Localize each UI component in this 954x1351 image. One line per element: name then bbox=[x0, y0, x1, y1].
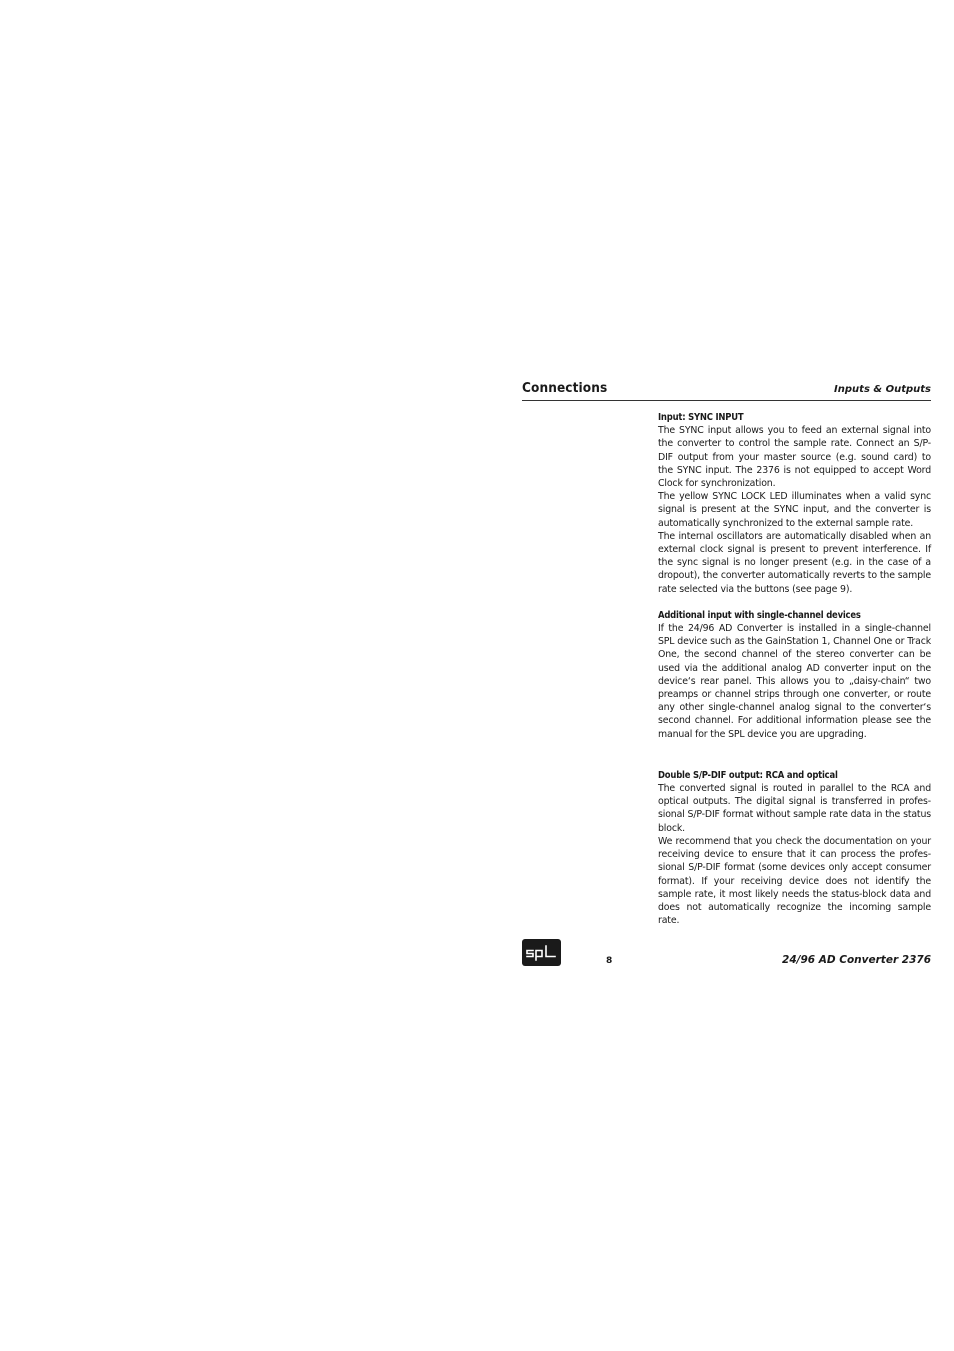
section-additional-input bbox=[658, 609, 931, 741]
product-name: 24/96 AD Converter 2376 bbox=[782, 954, 931, 966]
page-footer bbox=[522, 939, 931, 967]
paragraph: The yellow SYNC LOCK LED illuminates when a valid sync signal is present at the SYNC input, and the converter is automatically synchronized to the external sample rate. bbox=[658, 491, 931, 529]
paragraph: The SYNC input allows you to feed an external signal into the converter to control the sample rate. Connect an S/P-DIF output from your master source (e.g. sound card) to the SYNC input. The 2376 is not equipped to accept Word Clock for synchronization. bbox=[658, 425, 931, 490]
section-heading: Input: SYNC INPUT bbox=[658, 412, 744, 423]
paragraph: The converted signal is routed in parallel to the RCA and optical outputs. The digital signal is transferred in profes-sional S/P-DIF format without sample rate data in the status block. bbox=[658, 783, 931, 834]
section-heading: Additional input with single-channel devices bbox=[658, 609, 861, 621]
section-subtitle: Inputs & Outputs bbox=[834, 384, 931, 395]
page-header bbox=[522, 378, 931, 401]
section-sync-input bbox=[658, 411, 931, 596]
spl-logo bbox=[522, 939, 561, 966]
paragraph: If the 24/96 AD Converter is installed in a single-channel SPL device such as the GainStation 1, Channel One or Track One, the second channel of the stereo converter can be used via the additional analog AD converter input on the device‘s rear panel. This allows you to „daisy-chain“ two preamps or channel strips through one converter, or route any other single-channel analog signal to the converter‘s second channel. For additional information please see the manual for the SPL device you are upgrading. bbox=[658, 623, 931, 740]
paragraph: We recommend that you check the documentation on your receiving device to ensure that it can process the profes-sional S/P-DIF format (some devices only accept consumer format). If your receiving device does not identify the sample rate, it most likely needs the status-block data and does not automatically recognize the incoming sample rate. bbox=[658, 835, 931, 927]
text-column bbox=[658, 411, 931, 927]
section-spdif-output bbox=[658, 769, 931, 927]
page-title: Connections bbox=[522, 380, 608, 396]
paragraph: The internal oscillators are automatically disabled when an external clock signal is present to prevent interference. If the sync signal is no longer present (e.g. in the case of a dropout), the converter automatically reverts to the sample rate selected via the buttons (see page 9). bbox=[658, 530, 931, 595]
page-number: 8 bbox=[606, 956, 613, 966]
section-heading: Double S/P-DIF output: RCA and optical bbox=[658, 769, 838, 781]
page-content bbox=[522, 378, 931, 927]
